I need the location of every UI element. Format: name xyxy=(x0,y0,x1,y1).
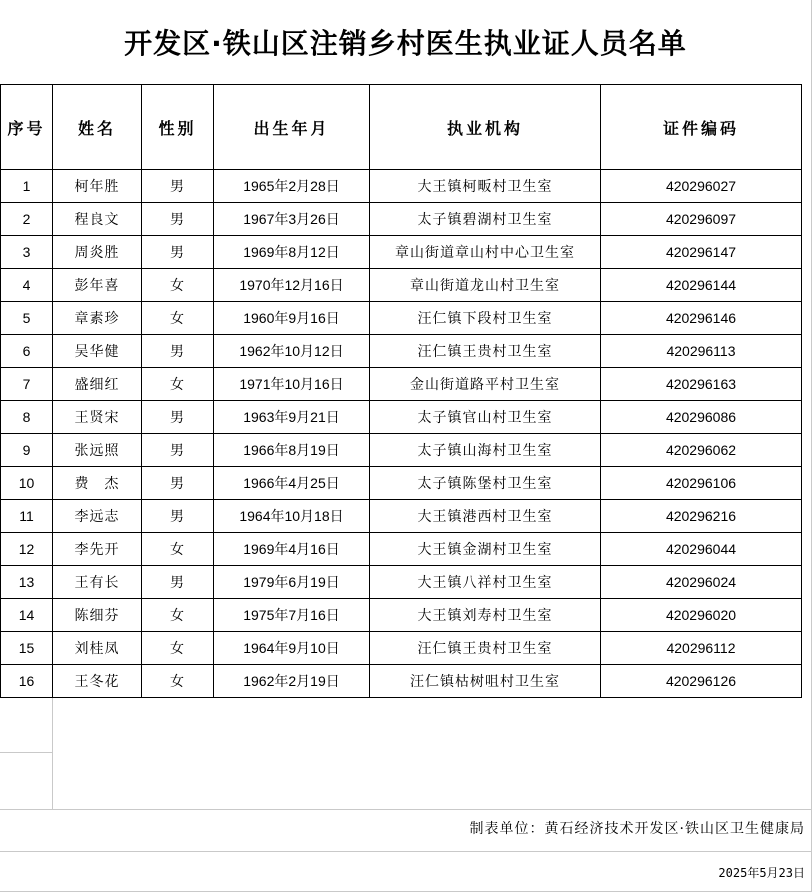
cell-gender: 女 xyxy=(142,533,214,566)
cell-institution: 大王镇港西村卫生室 xyxy=(370,500,601,533)
footer-date: 2025年5月23日 xyxy=(718,866,805,880)
cell-gender: 男 xyxy=(142,170,214,203)
cell-cert-code: 420296020 xyxy=(601,599,802,632)
cell-name: 李先开 xyxy=(53,533,142,566)
cell-cert-code: 420296126 xyxy=(601,665,802,698)
header-seq: 序号 xyxy=(1,85,53,170)
cell-gender: 女 xyxy=(142,269,214,302)
cell-seq: 8 xyxy=(1,401,53,434)
cell-birth-date: 1975年7月16日 xyxy=(214,599,370,632)
cell-cert-code: 420296146 xyxy=(601,302,802,335)
grid-line xyxy=(0,851,811,852)
cell-gender: 女 xyxy=(142,368,214,401)
table-row xyxy=(1,533,802,566)
table-row xyxy=(1,236,802,269)
cell-cert-code: 420296097 xyxy=(601,203,802,236)
cell-cert-code: 420296044 xyxy=(601,533,802,566)
table-row xyxy=(1,401,802,434)
cell-name: 吴华健 xyxy=(53,335,142,368)
cell-gender: 女 xyxy=(142,599,214,632)
table-row xyxy=(1,302,802,335)
table-header-row xyxy=(1,85,802,170)
cell-name: 张远照 xyxy=(53,434,142,467)
cell-birth-date: 1969年4月16日 xyxy=(214,533,370,566)
cell-gender: 男 xyxy=(142,335,214,368)
table-row xyxy=(1,566,802,599)
cell-birth-date: 1979年6月19日 xyxy=(214,566,370,599)
cell-birth-date: 1969年8月12日 xyxy=(214,236,370,269)
cell-institution: 太子镇陈堡村卫生室 xyxy=(370,467,601,500)
cell-name: 刘桂凤 xyxy=(53,632,142,665)
cell-seq: 11 xyxy=(1,500,53,533)
cell-birth-date: 1970年12月16日 xyxy=(214,269,370,302)
cell-institution: 大王镇八祥村卫生室 xyxy=(370,566,601,599)
cell-seq: 16 xyxy=(1,665,53,698)
cell-seq: 6 xyxy=(1,335,53,368)
cell-gender: 男 xyxy=(142,467,214,500)
cell-institution: 太子镇官山村卫生室 xyxy=(370,401,601,434)
cell-seq: 12 xyxy=(1,533,53,566)
cell-cert-code: 420296216 xyxy=(601,500,802,533)
cell-cert-code: 420296086 xyxy=(601,401,802,434)
cell-name: 柯年胜 xyxy=(53,170,142,203)
cell-cert-code: 420296062 xyxy=(601,434,802,467)
cell-institution: 章山街道龙山村卫生室 xyxy=(370,269,601,302)
cell-divider xyxy=(0,752,52,753)
grid-line xyxy=(0,809,811,810)
revoked-doctor-table xyxy=(0,84,802,698)
table-row xyxy=(1,203,802,236)
cell-gender: 男 xyxy=(142,236,214,269)
cell-gender: 女 xyxy=(142,302,214,335)
table-row xyxy=(1,500,802,533)
cell-gender: 男 xyxy=(142,434,214,467)
cell-birth-date: 1967年3月26日 xyxy=(214,203,370,236)
cell-birth-date: 1962年10月12日 xyxy=(214,335,370,368)
cell-cert-code: 420296144 xyxy=(601,269,802,302)
table-row xyxy=(1,599,802,632)
cell-institution: 太子镇山海村卫生室 xyxy=(370,434,601,467)
cell-birth-date: 1963年9月21日 xyxy=(214,401,370,434)
cell-gender: 男 xyxy=(142,401,214,434)
cell-seq: 5 xyxy=(1,302,53,335)
cell-institution: 太子镇碧湖村卫生室 xyxy=(370,203,601,236)
header-cert-code: 证件编码 xyxy=(601,85,802,170)
cell-name: 王冬花 xyxy=(53,665,142,698)
table-row xyxy=(1,632,802,665)
cell-birth-date: 1964年9月10日 xyxy=(214,632,370,665)
cell-cert-code: 420296113 xyxy=(601,335,802,368)
cell-institution: 汪仁镇枯树咀村卫生室 xyxy=(370,665,601,698)
cell-birth-date: 1965年2月28日 xyxy=(214,170,370,203)
table-row xyxy=(1,335,802,368)
cell-birth-date: 1964年10月18日 xyxy=(214,500,370,533)
cell-seq: 10 xyxy=(1,467,53,500)
table-row xyxy=(1,434,802,467)
cell-name: 程良文 xyxy=(53,203,142,236)
cell-birth-date: 1966年4月25日 xyxy=(214,467,370,500)
cell-gender: 女 xyxy=(142,665,214,698)
header-birth-date: 出生年月 xyxy=(214,85,370,170)
cell-institution: 大王镇柯畈村卫生室 xyxy=(370,170,601,203)
cell-cert-code: 420296024 xyxy=(601,566,802,599)
cell-seq: 7 xyxy=(1,368,53,401)
blank-cell-column xyxy=(0,698,53,809)
cell-name: 李远志 xyxy=(53,500,142,533)
cell-institution: 金山街道路平村卫生室 xyxy=(370,368,601,401)
cell-institution: 汪仁镇王贵村卫生室 xyxy=(370,632,601,665)
cell-birth-date: 1962年2月19日 xyxy=(214,665,370,698)
table-row xyxy=(1,269,802,302)
cell-seq: 1 xyxy=(1,170,53,203)
cell-name: 王贤宋 xyxy=(53,401,142,434)
cell-birth-date: 1966年8月19日 xyxy=(214,434,370,467)
header-name: 姓名 xyxy=(53,85,142,170)
cell-seq: 9 xyxy=(1,434,53,467)
cell-cert-code: 420296163 xyxy=(601,368,802,401)
cell-name: 章素珍 xyxy=(53,302,142,335)
header-gender: 性别 xyxy=(142,85,214,170)
table-row xyxy=(1,368,802,401)
table-row xyxy=(1,467,802,500)
cell-birth-date: 1960年9月16日 xyxy=(214,302,370,335)
cell-seq: 15 xyxy=(1,632,53,665)
cell-seq: 4 xyxy=(1,269,53,302)
cell-name: 盛细红 xyxy=(53,368,142,401)
cell-institution: 汪仁镇王贵村卫生室 xyxy=(370,335,601,368)
page-title: 开发区·铁山区注销乡村医生执业证人员名单 xyxy=(124,27,687,60)
footer-organization: 制表单位：黄石经济技术开发区·铁山区卫生健康局 xyxy=(469,821,805,837)
cell-gender: 男 xyxy=(142,566,214,599)
cell-name: 费 杰 xyxy=(53,467,142,500)
cell-seq: 2 xyxy=(1,203,53,236)
cell-birth-date: 1971年10月16日 xyxy=(214,368,370,401)
cell-name: 王有长 xyxy=(53,566,142,599)
cell-institution: 章山街道章山村中心卫生室 xyxy=(370,236,601,269)
cell-cert-code: 420296147 xyxy=(601,236,802,269)
cell-name: 陈细芬 xyxy=(53,599,142,632)
cell-name: 彭年喜 xyxy=(53,269,142,302)
cell-institution: 大王镇刘寿村卫生室 xyxy=(370,599,601,632)
cell-seq: 14 xyxy=(1,599,53,632)
table-row xyxy=(1,170,802,203)
cell-name: 周炎胜 xyxy=(53,236,142,269)
cell-gender: 男 xyxy=(142,203,214,236)
cell-gender: 男 xyxy=(142,500,214,533)
cell-cert-code: 420296106 xyxy=(601,467,802,500)
cell-institution: 汪仁镇下段村卫生室 xyxy=(370,302,601,335)
cell-cert-code: 420296027 xyxy=(601,170,802,203)
cell-seq: 13 xyxy=(1,566,53,599)
cell-gender: 女 xyxy=(142,632,214,665)
cell-seq: 3 xyxy=(1,236,53,269)
cell-institution: 大王镇金湖村卫生室 xyxy=(370,533,601,566)
table-row xyxy=(1,665,802,698)
cell-cert-code: 420296112 xyxy=(601,632,802,665)
header-institution: 执业机构 xyxy=(370,85,601,170)
